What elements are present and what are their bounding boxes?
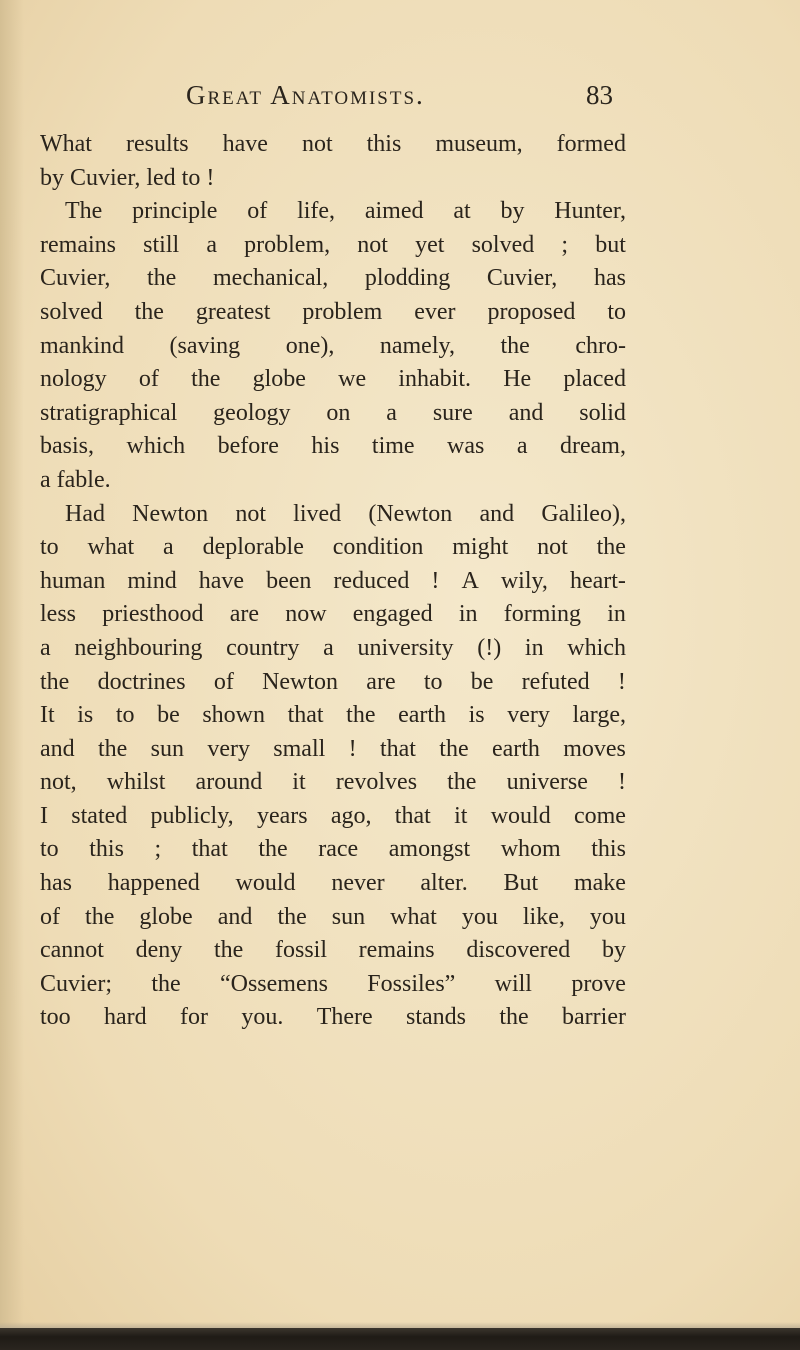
page-number: 83 bbox=[586, 80, 613, 110]
text-line: mankind (saving one), namely, the chro- bbox=[40, 332, 626, 359]
text-line: I stated publicly, years ago, that it would come bbox=[40, 802, 626, 829]
page-gutter-shadow bbox=[0, 0, 24, 1350]
body-text bbox=[40, 128, 626, 1035]
text-line: by Cuvier, led to ! bbox=[40, 164, 215, 191]
text-line: of the globe and the sun what you like, you bbox=[40, 903, 626, 930]
text-line: to this ; that the race amongst whom this bbox=[40, 836, 626, 863]
text-line: a fable. bbox=[40, 466, 111, 493]
text-line: less priesthood are now engaged in forming in bbox=[40, 601, 626, 628]
text-line: remains still a problem, not yet solved ; but bbox=[40, 231, 626, 258]
text-line: to what a deplorable condition might not the bbox=[40, 534, 626, 561]
text-line: Cuvier; the “Ossemens Fossiles” will prove bbox=[40, 970, 626, 997]
text-line: solved the greatest problem ever proposed to bbox=[40, 298, 626, 325]
text-line: and the sun very small ! that the earth moves bbox=[40, 735, 626, 762]
text-line: cannot deny the fossil remains discovered by bbox=[40, 937, 626, 964]
text-line: It is to be shown that the earth is very large, bbox=[40, 702, 626, 729]
text-line: stratigraphical geology on a sure and solid bbox=[40, 399, 626, 426]
text-line: Had Newton not lived (Newton and Galileo), bbox=[65, 500, 626, 527]
text-line: Cuvier, the mechanical, plodding Cuvier, has bbox=[40, 265, 626, 292]
text-line: What results have not this museum, formed bbox=[40, 131, 626, 157]
text-line: has happened would never alter. But make bbox=[40, 870, 626, 897]
text-line: The principle of life, aimed at by Hunter, bbox=[65, 198, 626, 225]
text-line: basis, which before his time was a dream, bbox=[40, 433, 626, 460]
text-line: a neighbouring country a university (!) in which bbox=[40, 634, 626, 661]
running-title: Great Anatomists. bbox=[186, 80, 425, 110]
page-bottom-edge bbox=[0, 1328, 800, 1350]
text-line: too hard for you. There stands the barrier bbox=[40, 1004, 626, 1031]
text-line: not, whilst around it revolves the universe ! bbox=[40, 769, 626, 796]
text-line: nology of the globe we inhabit. He placed bbox=[40, 366, 626, 393]
text-line: human mind have been reduced ! A wily, heart- bbox=[40, 567, 626, 594]
text-line: the doctrines of Newton are to be refuted ! bbox=[40, 668, 626, 695]
